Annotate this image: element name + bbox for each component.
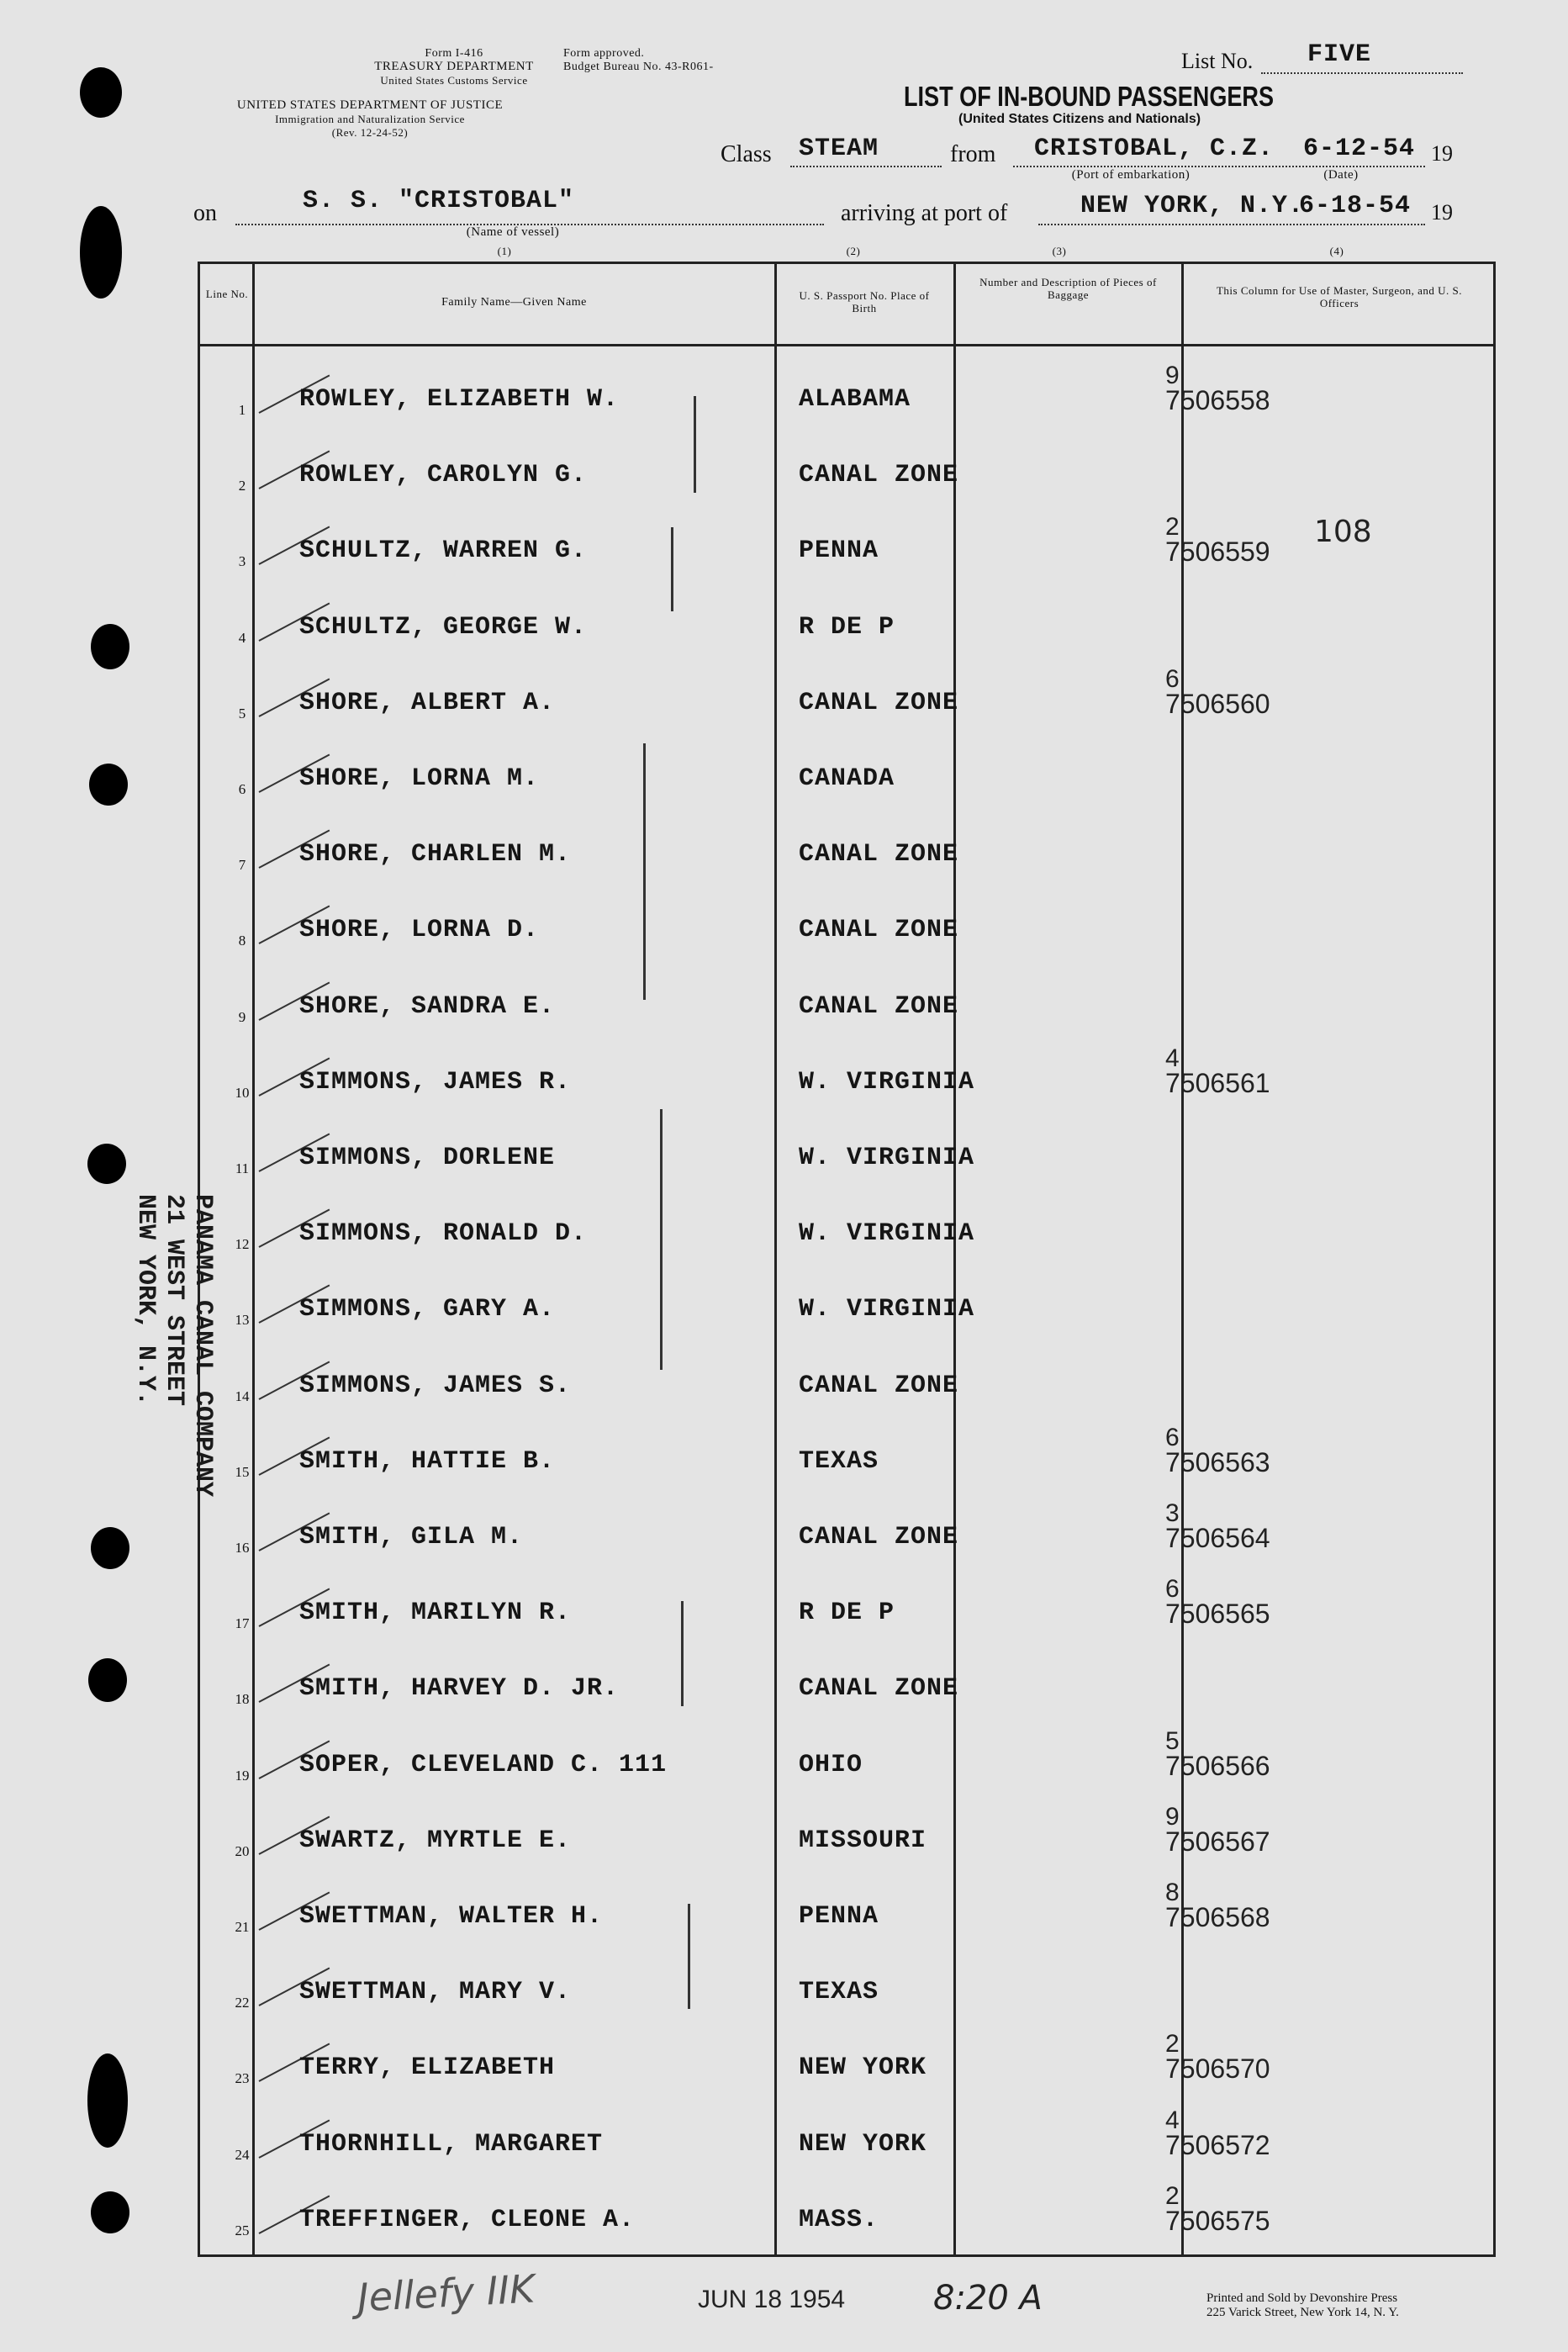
col-header-baggage: Number and Description of Pieces of Baggage [979,276,1157,301]
binder-hole [91,2191,129,2233]
place-of-birth: CANAL ZONE [799,461,959,490]
table-row [200,1409,1493,1484]
binder-hole [91,1527,129,1569]
binder-hole [80,67,122,118]
place-of-birth: R DE P [799,612,895,642]
baggage-count: 9 [1165,362,1180,389]
line-number: 14 [235,1387,250,1404]
baggage-number: 7506563 [1165,1446,1270,1477]
line-number: 18 [235,1691,250,1708]
family-bracket [681,1601,684,1706]
passenger-name: SWETTMAN, WALTER H. [299,1902,604,1931]
form-approved: Form approved. [563,47,645,60]
col-header-name: Family Name—Given Name [441,296,587,309]
baggage-number: 7506560 [1165,688,1270,719]
vessel-caption: (Name of vessel) [466,225,560,239]
place-of-birth: CANADA [799,764,895,793]
place-of-birth: OHIO [799,1750,863,1779]
binder-hole [88,1658,127,1702]
class-line [790,166,942,167]
passenger-name: SHORE, LORNA D. [299,916,540,945]
passenger-name: SHORE, SANDRA E. [299,991,556,1021]
table-row [200,1863,1493,1939]
col-header-officers: This Column for Use of Master, Surgeon, and U. S. Officers [1216,284,1463,309]
place-of-birth: CANAL ZONE [799,840,959,869]
stamp-line-3: NEW YORK, N.Y. [131,1194,160,1407]
date-caption: (Date) [1323,168,1359,182]
line-number: 10 [235,1084,250,1101]
line-number: 25 [235,2222,250,2238]
line-number: 24 [235,2146,250,2163]
table-row [200,422,1493,498]
line-number: 23 [235,2070,250,2087]
table-row [200,346,1493,422]
baggage-count: 6 [1165,664,1180,693]
col-header-line-no: Line No. [205,288,249,300]
line-number: 13 [235,1312,250,1329]
family-bracket [688,1904,690,2009]
on-label: on [193,200,217,226]
company-stamp [131,1194,217,1497]
baggage-number: 7506572 [1165,2129,1270,2160]
line-number: 20 [235,1842,250,1859]
table-row [200,1939,1493,2015]
list-no-label: List No. [1181,49,1254,73]
passenger-name: SIMMONS, JAMES S. [299,1371,572,1400]
place-of-birth: PENNA [799,1902,879,1931]
baggage-count: 5 [1165,1726,1180,1755]
table-row [200,2091,1493,2167]
table-row [200,498,1493,573]
line-number: 7 [238,857,246,874]
line-number: 17 [235,1615,250,1632]
baggage-count: 6 [1165,1575,1180,1604]
baggage-number: 7506568 [1165,1902,1270,1932]
customs-service: United States Customs Service [380,74,528,87]
place-of-birth: CANAL ZONE [799,1371,959,1400]
arrival-year-label: 19 [1431,200,1453,225]
place-of-birth: TEXAS [799,1978,879,2007]
place-of-birth: MASS. [799,2205,879,2234]
line-number: 21 [235,1919,250,1935]
table-row [200,1256,1493,1332]
arrival-port: NEW YORK, N.Y. [1080,192,1305,220]
passenger-name: SHORE, CHARLEN M. [299,840,572,869]
table-row [200,877,1493,953]
family-bracket [671,527,673,611]
table-row [200,1636,1493,1711]
from-value: CRISTOBAL, C.Z. [1034,135,1275,163]
officer-note: 108 [1314,515,1372,549]
place-of-birth: W. VIRGINIA [799,1295,975,1324]
place-of-birth: CANAL ZONE [799,1674,959,1704]
col-num-1: (1) [497,245,512,257]
line-number: 4 [238,629,246,646]
revision: (Rev. 12-24-52) [331,126,409,139]
form-title: LIST OF IN-BOUND PASSENGERS [904,81,1275,112]
budget-bureau: Budget Bureau No. 43-R061- [563,61,714,73]
table-row [200,1105,1493,1181]
baggage-count: 2 [1165,2030,1180,2059]
place-of-birth: W. VIRGINIA [799,1219,975,1249]
place-of-birth: NEW YORK [799,2053,927,2083]
place-of-birth: PENNA [799,536,879,566]
table-row [200,726,1493,801]
place-of-birth: W. VIRGINIA [799,1067,975,1097]
baggage-count: 3 [1165,1499,1180,1527]
baggage-number: 7506570 [1165,2053,1270,2085]
line-number: 11 [235,1160,250,1176]
from-date: 6-12-54 [1303,135,1416,163]
ins-service: Immigration and Naturalization Service [275,113,465,125]
baggage-count: 9 [1165,1802,1180,1831]
passenger-name: SMITH, HARVEY D. JR. [299,1674,620,1704]
line-number: 19 [235,1767,250,1784]
from-label: from [950,141,996,167]
place-of-birth: CANAL ZONE [799,916,959,945]
col-num-2: (2) [846,245,861,257]
printer-line-2: 225 Varick Street, New York 14, N. Y. [1206,2306,1399,2319]
passenger-table [198,262,1496,2257]
line-number: 16 [235,1540,250,1556]
baggage-number: 7506575 [1165,2205,1270,2236]
table-row [200,1333,1493,1409]
baggage-number: 7506559 [1165,536,1270,568]
baggage-count: 4 [1165,1044,1180,1072]
passenger-name: SIMMONS, RONALD D. [299,1219,588,1249]
line-number: 8 [238,933,246,949]
table-row [200,2015,1493,2090]
justice-dept: UNITED STATES DEPARTMENT OF JUSTICE [236,98,504,112]
passenger-name: SMITH, MARILYN R. [299,1599,572,1628]
binder-hole [87,2053,128,2148]
passenger-name: SOPER, CLEVELAND C. 111 [299,1750,668,1779]
line-number: 9 [238,1008,246,1025]
line-number: 2 [238,478,246,494]
passenger-name: SHORE, LORNA M. [299,764,540,793]
passenger-name: SWETTMAN, MARY V. [299,1978,572,2007]
hand-note: 8:20 A [933,2279,1043,2318]
passenger-name: ROWLEY, CAROLYN G. [299,461,588,490]
table-row [200,1560,1493,1636]
baggage-number: 7506565 [1165,1599,1270,1630]
table-row [200,2167,1493,2243]
place-of-birth: CANAL ZONE [799,688,959,717]
family-bracket [643,743,646,1000]
passenger-name: TERRY, ELIZABETH [299,2053,556,2083]
table-row [200,1788,1493,1863]
table-row [200,801,1493,877]
class-label: Class [721,141,772,167]
passenger-name: SIMMONS, GARY A. [299,1295,556,1324]
baggage-count: 2 [1165,2181,1180,2210]
printer-line-1: Printed and Sold by Devonshire Press [1206,2291,1398,2305]
place-of-birth: ALABAMA [799,385,911,414]
form-number: Form I-416 [425,47,483,60]
line-number: 5 [238,705,246,721]
binder-hole [89,764,128,806]
place-of-birth: R DE P [799,1599,895,1628]
col-num-3: (3) [1052,245,1067,257]
line-number: 1 [238,402,246,418]
arriving-label: arriving at port of [841,200,1008,226]
stamp-line-2: 21 WEST STREET [160,1194,188,1407]
date-stamp: JUN 18 1954 [698,2286,846,2313]
list-no-line [1261,72,1463,74]
place-of-birth: CANAL ZONE [799,991,959,1021]
passenger-name: SWARTZ, MYRTLE E. [299,1826,572,1855]
arrival-line [1038,224,1425,225]
passenger-name: SIMMONS, DORLENE [299,1144,556,1172]
treasury-dept: TREASURY DEPARTMENT [374,60,534,73]
table-row [200,650,1493,726]
table-row [200,574,1493,650]
passenger-name: SMITH, GILA M. [299,1523,524,1551]
arrival-date: 6-18-54 [1299,192,1412,220]
class-value: STEAM [799,135,879,163]
passenger-name: SCHULTZ, GEORGE W. [299,612,588,642]
family-bracket [660,1109,663,1370]
table-row [200,954,1493,1029]
line-number: 15 [235,1463,250,1480]
binder-hole [80,206,122,299]
baggage-count: 4 [1165,2106,1180,2134]
col-num-4: (4) [1329,245,1344,257]
table-row [200,1181,1493,1256]
form-subtitle: (United States Citizens and Nationals) [958,112,1201,126]
baggage-count: 8 [1165,1879,1180,1906]
year-label: 19 [1431,141,1453,166]
baggage-number: 7506567 [1165,1826,1270,1857]
baggage-number: 7506558 [1165,385,1270,415]
line-number: 3 [238,553,246,570]
passenger-name: SCHULTZ, WARREN G. [299,536,588,566]
col-header-passport: U. S. Passport No. Place of Birth [799,289,930,314]
vessel-value: S. S. "CRISTOBAL" [303,187,575,215]
passenger-name: SIMMONS, JAMES R. [299,1067,572,1097]
place-of-birth: TEXAS [799,1446,879,1476]
baggage-count: 6 [1165,1423,1180,1451]
signature: Jellefy IIK [356,2265,536,2321]
stamp-line-1: PANAMA CANAL COMPANY [188,1194,217,1498]
place-of-birth: W. VIRGINIA [799,1144,975,1172]
passenger-name: THORNHILL, MARGARET [299,2129,604,2159]
line-number: 22 [235,1995,250,2011]
table-row [200,1712,1493,1788]
place-of-birth: CANAL ZONE [799,1523,959,1551]
binder-hole [91,624,129,669]
baggage-number: 7506566 [1165,1750,1270,1781]
baggage-count: 2 [1165,513,1180,542]
table-row [200,1029,1493,1105]
port-embark-caption: (Port of embarkation) [1071,168,1191,182]
list-no-value: FIVE [1307,40,1372,69]
passenger-name: TREFFINGER, CLEONE A. [299,2205,636,2234]
from-line [1013,166,1425,167]
place-of-birth: MISSOURI [799,1826,927,1855]
passenger-name: SHORE, ALBERT A. [299,688,556,717]
passenger-name: ROWLEY, ELIZABETH W. [299,385,620,414]
line-number: 12 [235,1236,250,1253]
baggage-number: 7506564 [1165,1523,1270,1553]
table-row [200,1484,1493,1560]
line-number: 6 [238,781,246,797]
place-of-birth: NEW YORK [799,2129,927,2159]
family-bracket [694,396,696,493]
baggage-number: 7506561 [1165,1067,1270,1098]
passenger-name: SMITH, HATTIE B. [299,1446,556,1476]
binder-hole [87,1144,126,1184]
